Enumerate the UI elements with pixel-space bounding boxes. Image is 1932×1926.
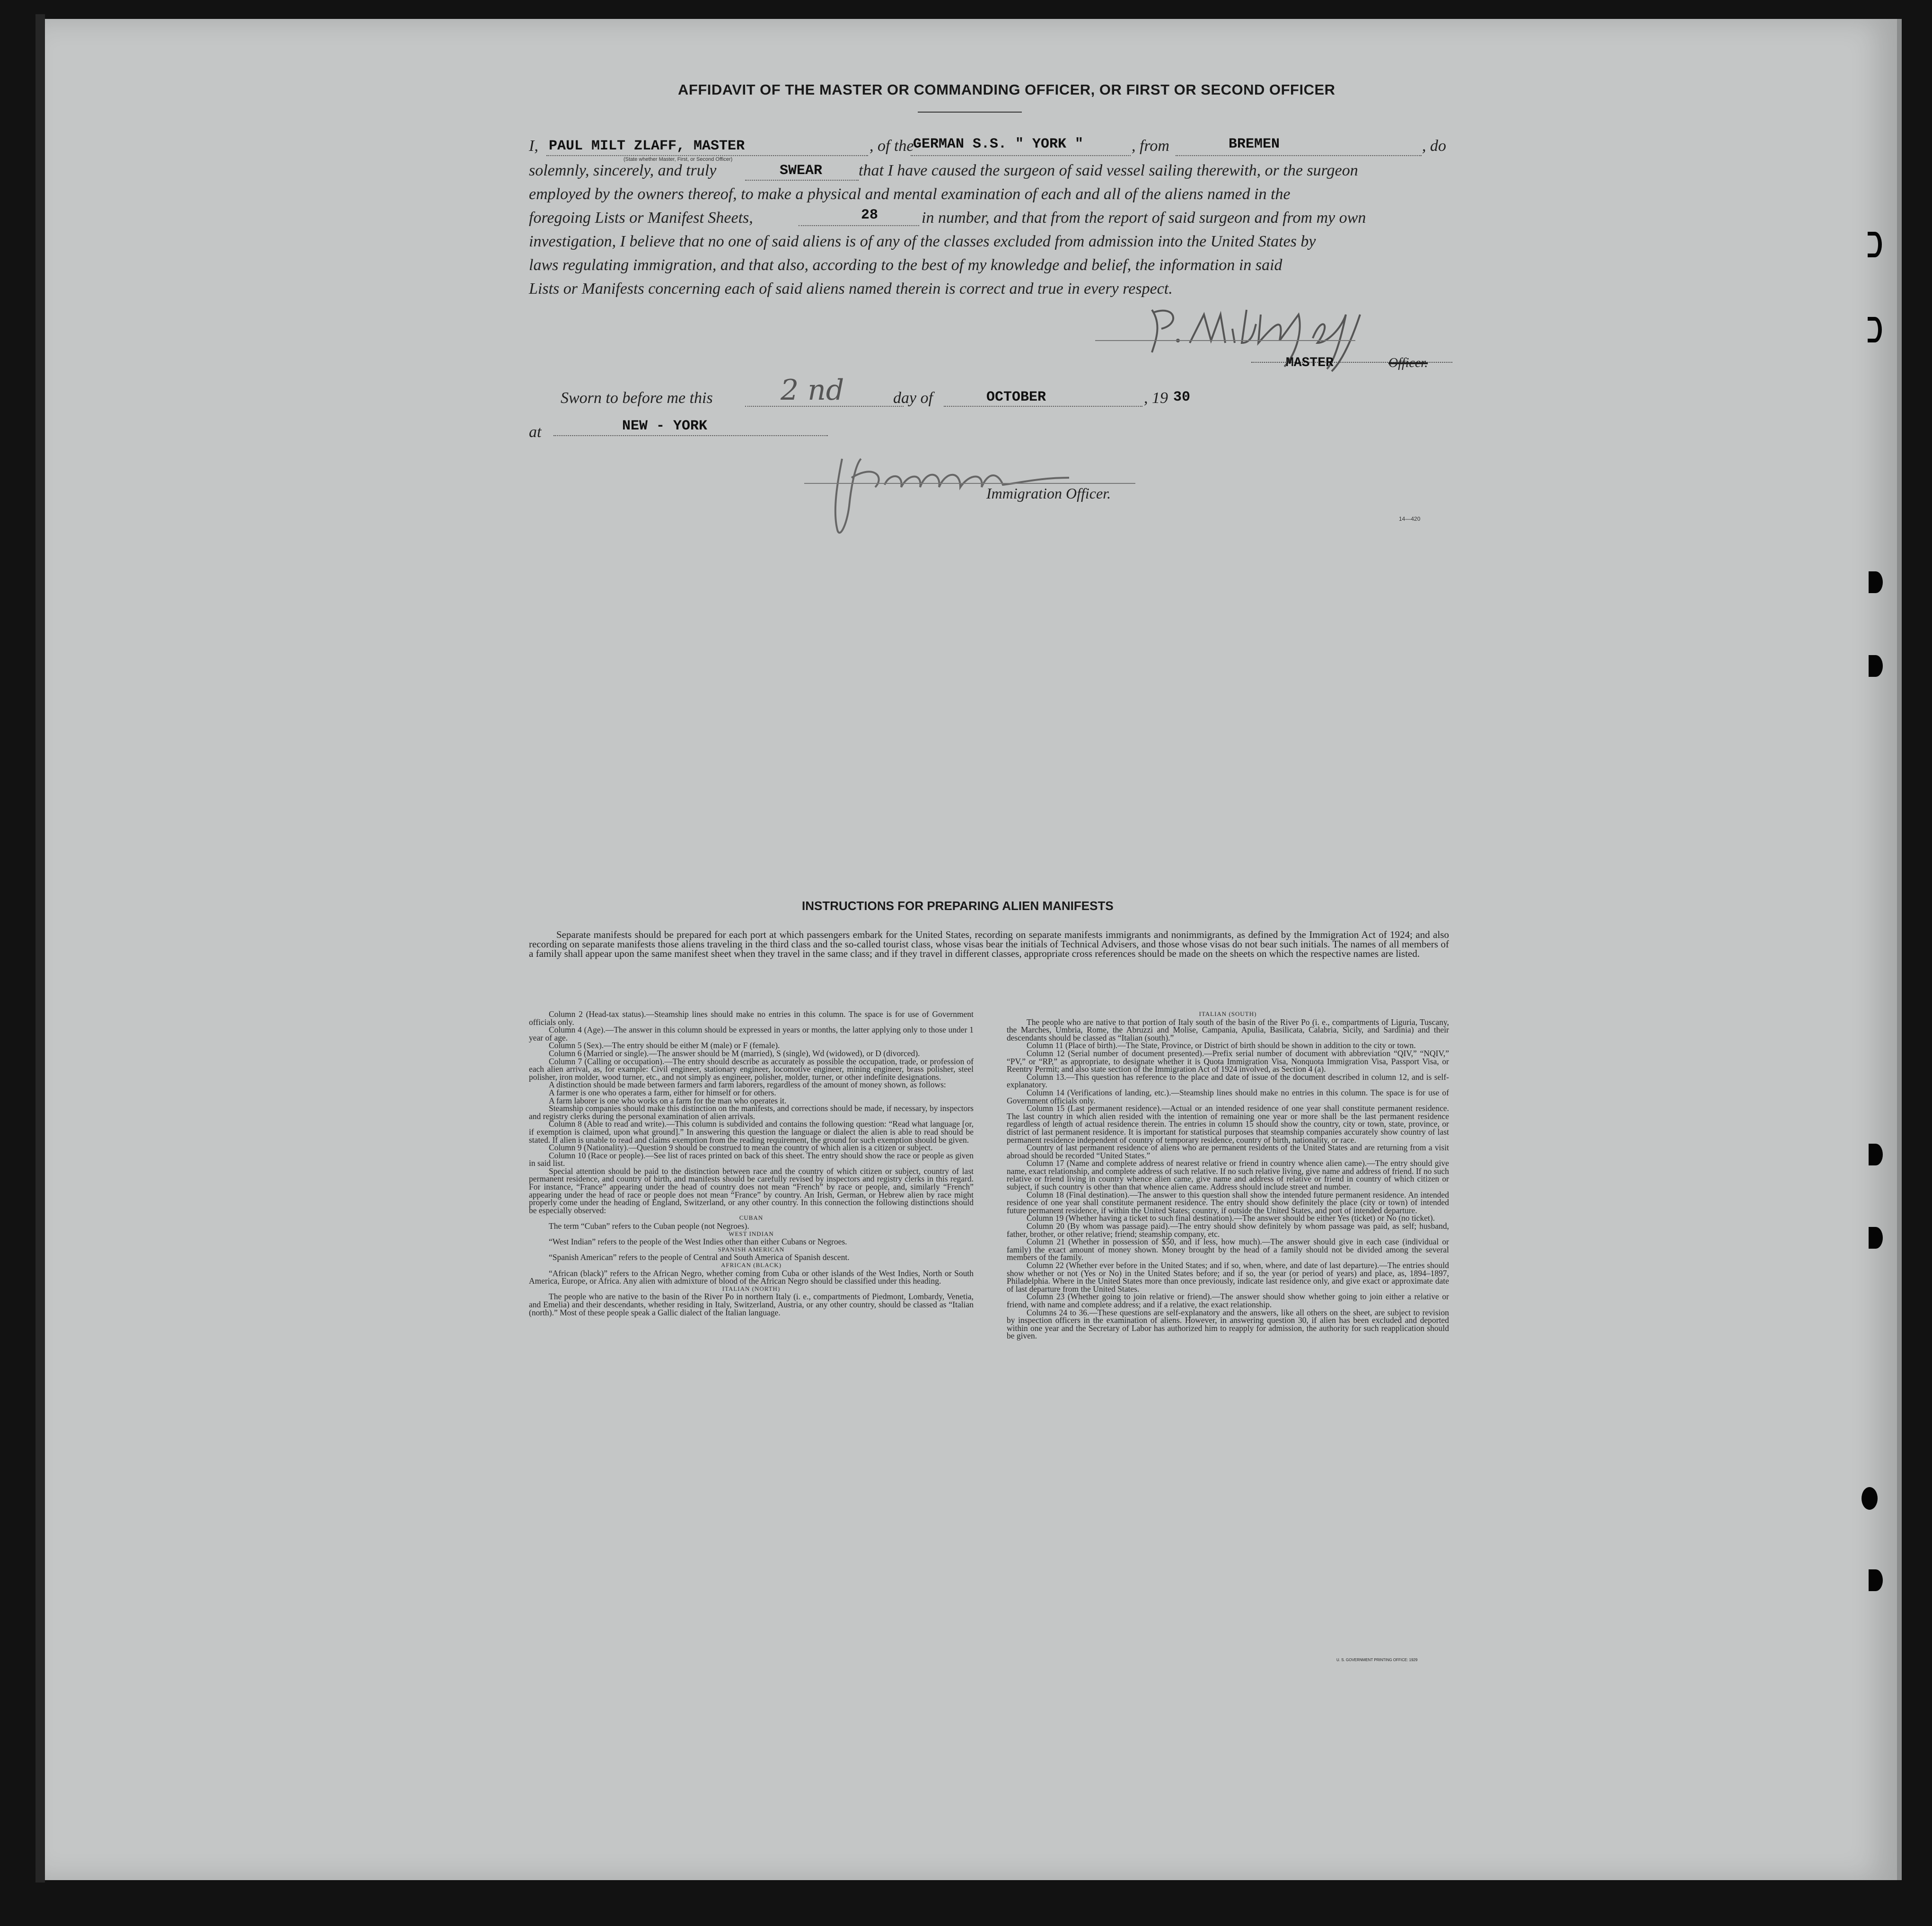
binder-hole-1 bbox=[1868, 232, 1882, 257]
right-para-5: Column 14 (Verifications of landing, etc.).—Steamship lines should make no entries in this column. The space is for use of Government officials only. bbox=[1007, 1087, 1449, 1105]
left-para-9: Steamship companies should make this distinction on the manifests, and corrections should be made, if necessary, by inspectors and registry clerks during the personal examination of alien arrivals. bbox=[529, 1103, 974, 1121]
officer-name: PAUL MILT ZLAFF, MASTER bbox=[549, 138, 745, 154]
printer-imprint: U. S. GOVERNMENT PRINTING OFFICE: 1929 bbox=[1336, 1658, 1418, 1662]
officer-note: (State whether Master, First, or Second Officer) bbox=[624, 157, 733, 162]
rank-typed: MASTER bbox=[1286, 356, 1334, 370]
binder-hole-3 bbox=[1869, 571, 1883, 593]
left-para-7: A farmer is one who operates a farm, either for himself or for others. bbox=[549, 1087, 776, 1097]
rank-struck: Officer. bbox=[1388, 356, 1428, 370]
right-para-13: Column 22 (Whether ever before in the United States; and if so, when, where, and date of last departure).—The entries should show whether or not (Yes or No) in the United States before; and if so, the year (or period of years) and place, as, 1894–1897, Philadelphia. Where in the United States more than once previously, indicate last residence only, and give exact or approximate date of last departure from the United States. bbox=[1007, 1261, 1449, 1294]
right-para-4: Column 13.—This question has reference to the place and date of issue of the document described in column 12, and is self-explanatory. bbox=[1007, 1072, 1449, 1090]
african-heading: AFRICAN (BLACK) bbox=[720, 1261, 782, 1269]
binder-hole-5 bbox=[1869, 1144, 1883, 1165]
instructions-intro: Separate manifests should be prepared for each port at which passengers embark for the United States, recording on separate manifests immigrants and nonimmigrants, as defined by the Immigration Act of 1924; and also recording on separate manifests those aliens traveling in the third class and the so-called tourist class, whose visas bear the initials of Technical Advisers, and those whose visas do not bear such initials. The names of all members of a family shall appear upon the same manifest sheet when they travel in the same class; and if they travel in different classes, appropriate cross references should be made on the sheets on which the respective names are listed. bbox=[529, 929, 1449, 959]
right-para-1: The people who are native to that portion of Italy south of the basin of the River Po (i. e., compartments of Liguria, Tuscany, the Marches, Umbria, Rome, the Abruzzi and Molise, Campania, Apulia, Basilicata, Calabria, Sicily, and Sardinia) and their descendants should be classed as “Italian (south).” bbox=[1007, 1017, 1449, 1042]
affidavit-line2-b: that I have caused the surgeon of said vessel sailing therewith, or the surgeon bbox=[859, 162, 1358, 179]
right-para-12: Column 21 (Whether in possession of $50, and if less, how much).—The answer should give in each case (individual or family) the exact amount of money shown. Money brought by the head of a family should not be divided among the several members of the family. bbox=[1007, 1237, 1449, 1262]
sheet-count-line bbox=[799, 225, 919, 226]
affidavit-line3: employed by the owners thereof, to make a physical and mental examination of each and all of the aliens named in the bbox=[529, 185, 1291, 203]
page-edge-shadow bbox=[35, 14, 45, 1882]
affidavit-line4-b: in number, and that from the report of said surgeon and from my own bbox=[922, 209, 1366, 227]
cuban-text: The term “Cuban” refers to the Cuban people (not Negroes). bbox=[549, 1221, 749, 1231]
affidavit-line1-c: , from bbox=[1132, 137, 1169, 155]
binder-hole-4 bbox=[1869, 655, 1883, 677]
instructions-right-column bbox=[1007, 1010, 1449, 1340]
sworn-text-a: Sworn to before me this bbox=[561, 389, 713, 407]
left-para-10: Column 8 (Able to read and write).—This column is subdivided and contains the following question: “Read what language [or, if exemption is claimed, upon what ground].” In answering this question the language or dialect the alien is able to read should be stated. If alien is unable to read and claims exemption from the reading requirement, the ground for such exemption should be given. bbox=[529, 1119, 974, 1145]
african-text: “African (black)” refers to the African Negro, whether coming from Cuba or other islands of the West Indies, North or South America, Europe, or Africa. Any alien with admixture of blood of the African Negro should be classified under this heading. bbox=[529, 1268, 974, 1286]
spanish-american-text: “Spanish American” refers to the people of Central and South America of Spanish descent. bbox=[549, 1252, 850, 1262]
right-para-15: Columns 24 to 36.—These questions are self-explanatory and the answers, like all others on the sheet, are subject to revision by inspection officers in the examination of aliens. However, in answering question 30, if alien has been excluded and deported within one year and the Secretary of Labor has authorized him to reapply for admission, the authority for such reapplication should be given. bbox=[1007, 1307, 1449, 1341]
sworn-month: OCTOBER bbox=[986, 389, 1046, 405]
instructions-left-column bbox=[529, 1010, 974, 1316]
binder-hole-8 bbox=[1869, 1569, 1883, 1591]
binder-hole-6 bbox=[1869, 1227, 1883, 1249]
right-para-6: Column 15 (Last permanent residence).—Actual or an intended residence of one year shall constitute permanent residence. The last country in which alien resided with the intention of remaining one year or more shall be the last permanent residence regardless of length of actual residence therein. The entries in column 15 should show the country, city or town, state, province, or district of last permanent residence. It is important for statistical purposes that steamship companies accurately show country of last permanent residence independent of country of temporary residence, country of birth, nationality, or race. bbox=[1007, 1103, 1449, 1145]
affidavit-line1-a: I, bbox=[529, 137, 538, 155]
left-para-8: A farm laborer is one who works on a farm for the man who operates it. bbox=[549, 1095, 787, 1105]
vessel-line bbox=[911, 155, 1131, 156]
affidavit-line6: laws regulating immigration, and that also, according to the best of my knowledge and belief, the information in said bbox=[529, 256, 1282, 274]
left-para-5: Column 7 (Calling or occupation).—The entry should describe as accurately as possible the occupation, trade, or profession of each alien arrival, as, for example: Civil engineer, stationary engineer, locomotive engineer, mining engineer, brass polisher, steel polisher, iron molder, wood turner, etc., and not simply as engineer, polisher, molder, turner, or other indefinite designations. bbox=[529, 1056, 974, 1082]
sworn-text-b: day of bbox=[893, 389, 933, 407]
sworn-day: 2 nd bbox=[781, 374, 844, 407]
sworn-place: NEW - YORK bbox=[622, 418, 708, 434]
cuban-heading: CUBAN bbox=[739, 1214, 764, 1222]
affidavit-line1-b: , of the bbox=[869, 137, 914, 155]
italian-south-heading: ITALIAN (SOUTH) bbox=[1199, 1010, 1257, 1017]
vessel-name: GERMAN S.S. " YORK " bbox=[913, 136, 1084, 152]
sworn-day-line bbox=[745, 406, 904, 407]
left-para-4: Column 6 (Married or single).—The answer should be M (married), S (single), Wd (widowed), or D (divorced). bbox=[549, 1048, 920, 1058]
left-para-1: Column 2 (Head-tax status).—Steamship lines should make no entries in this column. The space is for use of Government officials only. bbox=[529, 1009, 974, 1027]
binder-hole-2 bbox=[1868, 317, 1882, 342]
right-para-10: Column 19 (Whether having a ticket to such final destination).—The answer should be either Yes (ticket) or No (no ticket). bbox=[1027, 1213, 1435, 1223]
italian-north-text: The people who are native to the basin of the River Po in northern Italy (i. e., compartments of Piedmont, Lombardy, Venetia, and Emelia) and their descendants, whether residing in Italy, Switzerland, Austria, or any other country, should be classed as “Italian (north).” Most of these people speak a Gallic dialect of the Italian language. bbox=[529, 1292, 974, 1317]
right-para-7: Country of last permanent residence of aliens who are permanent residents of the United States and are returning from a visit abroad should be recorded “United States.” bbox=[1007, 1143, 1449, 1160]
italian-north-heading: ITALIAN (NORTH) bbox=[722, 1285, 781, 1292]
right-para-9: Column 18 (Final destination).—The answer to this question shall show the intended future permanent residence. An intended residence of one year shall constitute permanent residence. The entry should show definitely the place (city or town) of intended future permanent residence, if within the United States; country, if outside the United States, and port of intended departure. bbox=[1007, 1190, 1449, 1215]
instructions-title: INSTRUCTIONS FOR PREPARING ALIEN MANIFESTS bbox=[802, 899, 1114, 913]
master-signature bbox=[1095, 296, 1436, 378]
left-para-6: A distinction should be made between farmers and farm laborers, regardless of the amount of money shown, as follows: bbox=[549, 1080, 946, 1090]
right-para-8: Column 17 (Name and complete address of nearest relative or friend in country whence alien came).—The entry should give name, exact relationship, and complete address of such relative. If no such relative living, give name and address of friend. If no such relative or friend living in country whence alien came, give name and address of relative or friend in country of which citizen or subject, if such country is other than that whence alien came. Address should include street and number. bbox=[1007, 1158, 1449, 1192]
officer-name-line bbox=[546, 155, 868, 156]
at-label: at bbox=[529, 423, 542, 441]
form-number: 14—420 bbox=[1399, 516, 1421, 522]
left-para-11: Column 9 (Nationality).—Question 9 should be construed to mean the country of which alien is a citizen or subject. bbox=[549, 1143, 933, 1153]
affidavit-line7: Lists or Manifests concerning each of said aliens named therein is correct and true in every respect. bbox=[529, 280, 1173, 298]
left-para-12: Column 10 (Race or people).—See list of races printed on back of this sheet. The entry should show the race or people as given in said list. bbox=[529, 1150, 974, 1168]
left-para-3: Column 5 (Sex).—The entry should be either M (male) or F (female). bbox=[549, 1041, 780, 1051]
affidavit-title: AFFIDAVIT OF THE MASTER OR COMMANDING OFFICER, OR FIRST OR SECOND OFFICER bbox=[678, 81, 1335, 98]
affidavit-line5: investigation, I believe that no one of said aliens is of any of the classes excluded from admission into the United States by bbox=[529, 233, 1316, 250]
binder-hole-7 bbox=[1862, 1487, 1878, 1510]
sworn-text-c: , 19 bbox=[1144, 389, 1168, 407]
officer-title: Immigration Officer. bbox=[986, 485, 1111, 502]
right-para-11: Column 20 (By whom was passage paid).—The entry should show definitely by whom passage was paid, as self; husband, father, brother, or other relative; friend; steamship company, etc. bbox=[1007, 1221, 1449, 1239]
west-indian-heading: WEST INDIAN bbox=[729, 1230, 774, 1237]
right-para-3: Column 12 (Serial number of document presented).—Prefix serial number of document with abbreviation “QIV,” “NQIV,” “PV,” or “RP,” as appropriate, to designate whether it is Quota Immigration Visa, Nonquota Immigration Visa, Passport Visa, or Reentry Permit; and also state section of the Immigration Act of 1924 involved, as Section 4 (a). bbox=[1007, 1048, 1449, 1074]
spanish-american-heading: SPANISH AMERICAN bbox=[718, 1245, 785, 1253]
port-from: BREMEN bbox=[1229, 136, 1280, 152]
affidavit-line1-d: , do bbox=[1422, 137, 1446, 155]
sheet-count: 28 bbox=[861, 207, 878, 223]
affidavit-line2-a: solemnly, sincerely, and truly bbox=[529, 162, 717, 179]
oath-line bbox=[745, 180, 859, 181]
sworn-place-line bbox=[553, 435, 828, 436]
title-rule bbox=[918, 112, 1022, 113]
sworn-year: 30 bbox=[1173, 389, 1191, 405]
right-para-14: Column 23 (Whether going to join relative or friend).—The answer should show whether going to join either a relative or friend, with name and complete address; and if a relative, the exact relationship. bbox=[1007, 1292, 1449, 1309]
oath-word: SWEAR bbox=[780, 163, 823, 179]
sworn-month-line bbox=[944, 406, 1142, 407]
right-para-2: Column 11 (Place of birth).—The State, Province, or District of birth should be shown in addition to the city or town. bbox=[1027, 1041, 1416, 1051]
left-para-2: Column 4 (Age).—The answer in this column should be expressed in years or months, the latter applying only to those under 1 year of age. bbox=[529, 1025, 974, 1042]
port-line bbox=[1176, 155, 1422, 156]
affidavit-line4-a: foregoing Lists or Manifest Sheets, bbox=[529, 209, 753, 227]
west-indian-text: “West Indian” refers to the people of the West Indies other than either Cubans or Negroes. bbox=[549, 1237, 847, 1247]
left-para-13: Special attention should be paid to the distinction between race and the country of which citizen or subject, country of last permanent residence, and country of birth, and manifests should be carefully revised by inspectors and registry clerks in this regard. For instance, “France” appearing under the head of country does not mean “French” by race or people, and, similarly “French” appearing under the head of race or people does not mean “France” by country. An Irish, German, or Hebrew alien by race might properly come under the heading of England, Switzerland, or any other country. In this connection the following distinctions should be especially observed: bbox=[529, 1166, 974, 1215]
